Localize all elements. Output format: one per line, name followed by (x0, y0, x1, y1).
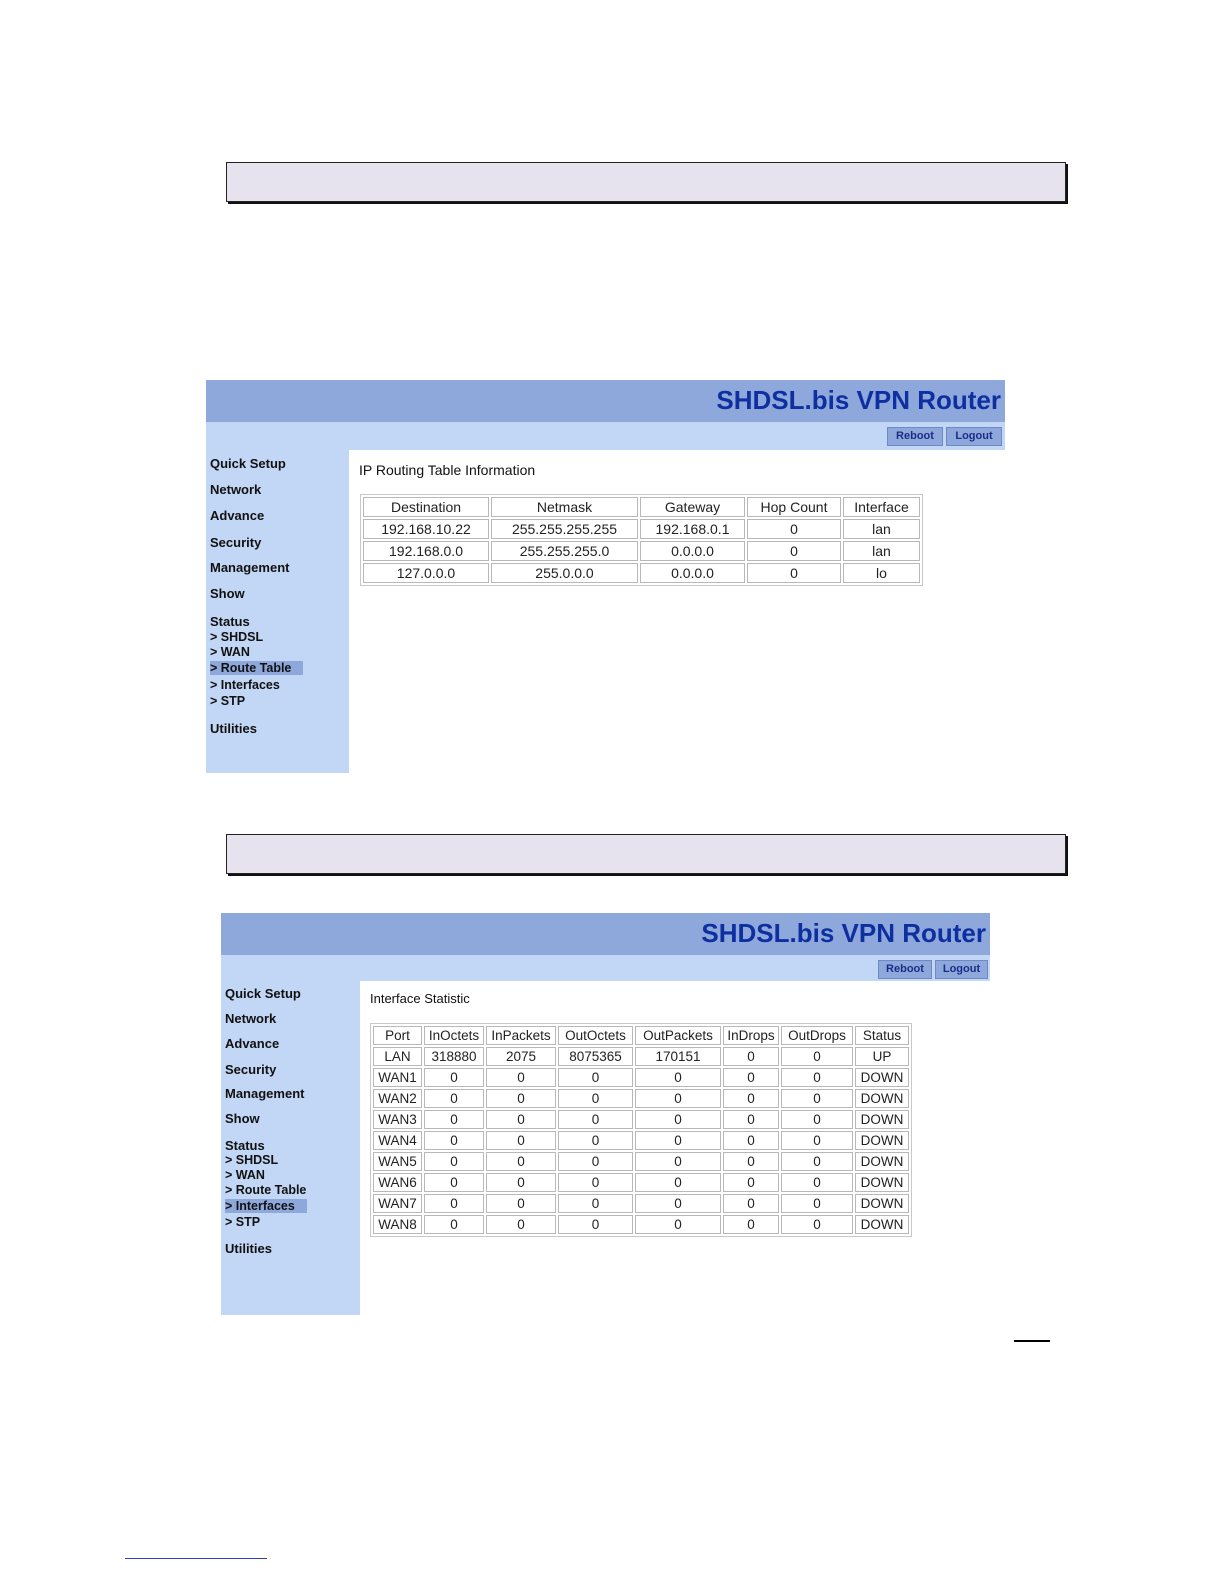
column-header: Netmask (491, 497, 638, 517)
column-header: Status (855, 1026, 909, 1045)
table-cell: WAN4 (373, 1131, 422, 1150)
table-cell: 0 (781, 1215, 853, 1234)
table-cell: lo (843, 563, 920, 583)
sidebar-item-quick-setup[interactable]: Quick Setup (210, 456, 286, 471)
table-row (373, 1068, 909, 1087)
sidebar-subitem-route-table[interactable]: > Route Table (210, 661, 303, 675)
table-cell: 0 (486, 1068, 556, 1087)
table-cell: 0 (781, 1131, 853, 1150)
column-header: InPackets (486, 1026, 556, 1045)
logout-button[interactable]: Logout (935, 960, 988, 979)
table-row (363, 519, 920, 539)
table-cell: DOWN (855, 1131, 909, 1150)
table-cell: 0 (635, 1194, 721, 1213)
table-cell: 0 (424, 1089, 484, 1108)
table-cell: 318880 (424, 1047, 484, 1066)
table-cell: 0 (635, 1131, 721, 1150)
table-cell: 0 (486, 1089, 556, 1108)
header-banner (206, 380, 1005, 422)
table-cell: 0 (635, 1215, 721, 1234)
page-number-rule (1014, 1340, 1050, 1342)
table-cell: 0 (486, 1215, 556, 1234)
table-cell: 0 (424, 1131, 484, 1150)
column-header: InOctets (424, 1026, 484, 1045)
sidebar-item-network[interactable]: Network (225, 1011, 277, 1026)
table-cell: 0 (723, 1215, 779, 1234)
table-cell: 192.168.10.22 (363, 519, 489, 539)
sidebar-item-security[interactable]: Security (225, 1062, 277, 1077)
table-cell: 0 (486, 1110, 556, 1129)
table-cell: 255.255.255.255 (491, 519, 638, 539)
column-header: Port (373, 1026, 422, 1045)
table-cell: 0 (486, 1194, 556, 1213)
table-header-row (373, 1026, 909, 1045)
table-cell: 0 (723, 1110, 779, 1129)
table-cell: 0 (723, 1047, 779, 1066)
table-cell: 255.255.255.0 (491, 541, 638, 561)
sidebar-item-status[interactable]: Status (225, 1138, 265, 1153)
table-cell: 0 (723, 1131, 779, 1150)
table-cell: 0 (486, 1131, 556, 1150)
table-cell: 0 (723, 1152, 779, 1171)
section-heading-bar (226, 162, 1066, 202)
table-cell: UP (855, 1047, 909, 1066)
interface-statistic-screenshot (221, 913, 990, 1315)
table-cell: lan (843, 541, 920, 561)
sidebar-subitem-interfaces[interactable]: > Interfaces (210, 678, 280, 692)
table-cell: DOWN (855, 1089, 909, 1108)
header-banner (221, 913, 990, 955)
page-title: Interface Statistic (370, 991, 470, 1006)
table-cell: 0 (747, 563, 841, 583)
sidebar (221, 981, 360, 1315)
column-header: Destination (363, 497, 489, 517)
table-cell: 0.0.0.0 (640, 541, 745, 561)
table-cell: 0 (723, 1089, 779, 1108)
table-row (373, 1215, 909, 1234)
table-row (373, 1173, 909, 1192)
action-bar (206, 422, 1005, 450)
sidebar-subitem-wan[interactable]: > WAN (225, 1168, 265, 1182)
table-cell: 0 (558, 1215, 633, 1234)
table-cell: 0 (424, 1173, 484, 1192)
app-title: SHDSL.bis VPN Router (716, 385, 1001, 415)
logout-button[interactable]: Logout (946, 427, 1002, 446)
table-cell: WAN1 (373, 1068, 422, 1087)
table-cell: 0 (635, 1089, 721, 1108)
column-header: Hop Count (747, 497, 841, 517)
table-cell: 0 (781, 1110, 853, 1129)
table-cell: LAN (373, 1047, 422, 1066)
table-cell: 0 (558, 1173, 633, 1192)
table-row (373, 1047, 909, 1066)
section-heading-bar (226, 834, 1066, 874)
route-table-screenshot (206, 380, 1005, 773)
table-cell: DOWN (855, 1194, 909, 1213)
page-title: IP Routing Table Information (359, 462, 536, 478)
sidebar-subitem-shdsl[interactable]: > SHDSL (210, 630, 264, 644)
sidebar-subitem-stp[interactable]: > STP (210, 694, 246, 708)
sidebar-item-status[interactable]: Status (210, 614, 250, 629)
column-header: OutDrops (781, 1026, 853, 1045)
table-cell: 0 (486, 1173, 556, 1192)
table-cell: 0 (486, 1152, 556, 1171)
table-row (373, 1110, 909, 1129)
table-cell: 0 (635, 1152, 721, 1171)
sidebar-item-utilities[interactable]: Utilities (210, 721, 257, 736)
sidebar-item-utilities[interactable]: Utilities (225, 1241, 272, 1256)
table-cell: 0 (424, 1068, 484, 1087)
column-header: Gateway (640, 497, 745, 517)
table-cell: 170151 (635, 1047, 721, 1066)
table-cell: lan (843, 519, 920, 539)
table-cell: 0 (635, 1173, 721, 1192)
table-cell: DOWN (855, 1110, 909, 1129)
table-cell: 0 (558, 1131, 633, 1150)
table-row (363, 563, 920, 583)
table-cell: 0 (723, 1173, 779, 1192)
table-cell: 0.0.0.0 (640, 563, 745, 583)
table-cell: 2075 (486, 1047, 556, 1066)
routing-table (360, 494, 923, 586)
table-cell: 0 (781, 1089, 853, 1108)
column-header: OutPackets (635, 1026, 721, 1045)
sidebar-subitem-interfaces[interactable]: > Interfaces (225, 1199, 307, 1213)
reboot-button[interactable]: Reboot (887, 427, 943, 446)
table-cell: 8075365 (558, 1047, 633, 1066)
table-cell: 0 (747, 519, 841, 539)
table-cell: DOWN (855, 1215, 909, 1234)
table-cell: WAN2 (373, 1089, 422, 1108)
table-row (363, 541, 920, 561)
table-cell: WAN6 (373, 1173, 422, 1192)
table-cell: 0 (558, 1152, 633, 1171)
table-cell: WAN3 (373, 1110, 422, 1129)
column-header: Interface (843, 497, 920, 517)
table-cell: DOWN (855, 1152, 909, 1171)
table-cell: 0 (424, 1152, 484, 1171)
interface-table (370, 1023, 912, 1237)
table-cell: 0 (747, 541, 841, 561)
action-bar (221, 955, 990, 981)
table-cell: 0 (781, 1068, 853, 1087)
reboot-button[interactable]: Reboot (878, 960, 932, 979)
table-cell: 0 (424, 1194, 484, 1213)
sidebar-item-network[interactable]: Network (210, 482, 262, 497)
sidebar-subitem-shdsl[interactable]: > SHDSL (225, 1153, 279, 1167)
sidebar-subitem-wan[interactable]: > WAN (210, 645, 250, 659)
table-cell: 0 (558, 1089, 633, 1108)
table-cell: 192.168.0.0 (363, 541, 489, 561)
table-cell: 0 (635, 1110, 721, 1129)
sidebar-subitem-stp[interactable]: > STP (225, 1215, 261, 1229)
table-cell: 0 (424, 1215, 484, 1234)
table-cell: 0 (781, 1152, 853, 1171)
table-cell: WAN8 (373, 1215, 422, 1234)
column-header: InDrops (723, 1026, 779, 1045)
sidebar-subitem-route-table[interactable]: > Route Table (225, 1183, 307, 1197)
table-cell: 0 (781, 1194, 853, 1213)
sidebar-item-advance[interactable]: Advance (225, 1036, 280, 1051)
table-cell: 127.0.0.0 (363, 563, 489, 583)
table-cell: 0 (558, 1194, 633, 1213)
table-cell: 0 (558, 1110, 633, 1129)
sidebar-item-management[interactable]: Management (225, 1086, 305, 1101)
table-cell: 0 (424, 1110, 484, 1129)
table-row (373, 1152, 909, 1171)
sidebar-item-security[interactable]: Security (210, 535, 262, 550)
footnote-rule (125, 1558, 267, 1559)
table-cell: WAN5 (373, 1152, 422, 1171)
table-cell: 0 (558, 1068, 633, 1087)
table-row (373, 1194, 909, 1213)
sidebar-item-advance[interactable]: Advance (210, 508, 265, 523)
sidebar-item-management[interactable]: Management (210, 560, 290, 575)
table-cell: 0 (723, 1194, 779, 1213)
table-cell: 0 (723, 1068, 779, 1087)
table-cell: 0 (635, 1068, 721, 1087)
table-cell: DOWN (855, 1173, 909, 1192)
table-cell: 192.168.0.1 (640, 519, 745, 539)
sidebar-item-show[interactable]: Show (225, 1111, 260, 1126)
sidebar (206, 450, 349, 773)
table-cell: 0 (781, 1173, 853, 1192)
table-header-row (363, 497, 920, 517)
table-cell: 0 (781, 1047, 853, 1066)
table-row (373, 1131, 909, 1150)
app-title: SHDSL.bis VPN Router (701, 918, 986, 948)
table-cell: 255.0.0.0 (491, 563, 638, 583)
table-cell: WAN7 (373, 1194, 422, 1213)
sidebar-item-show[interactable]: Show (210, 586, 245, 601)
table-row (373, 1089, 909, 1108)
sidebar-item-quick-setup[interactable]: Quick Setup (225, 986, 301, 1001)
table-cell: DOWN (855, 1068, 909, 1087)
column-header: OutOctets (558, 1026, 633, 1045)
